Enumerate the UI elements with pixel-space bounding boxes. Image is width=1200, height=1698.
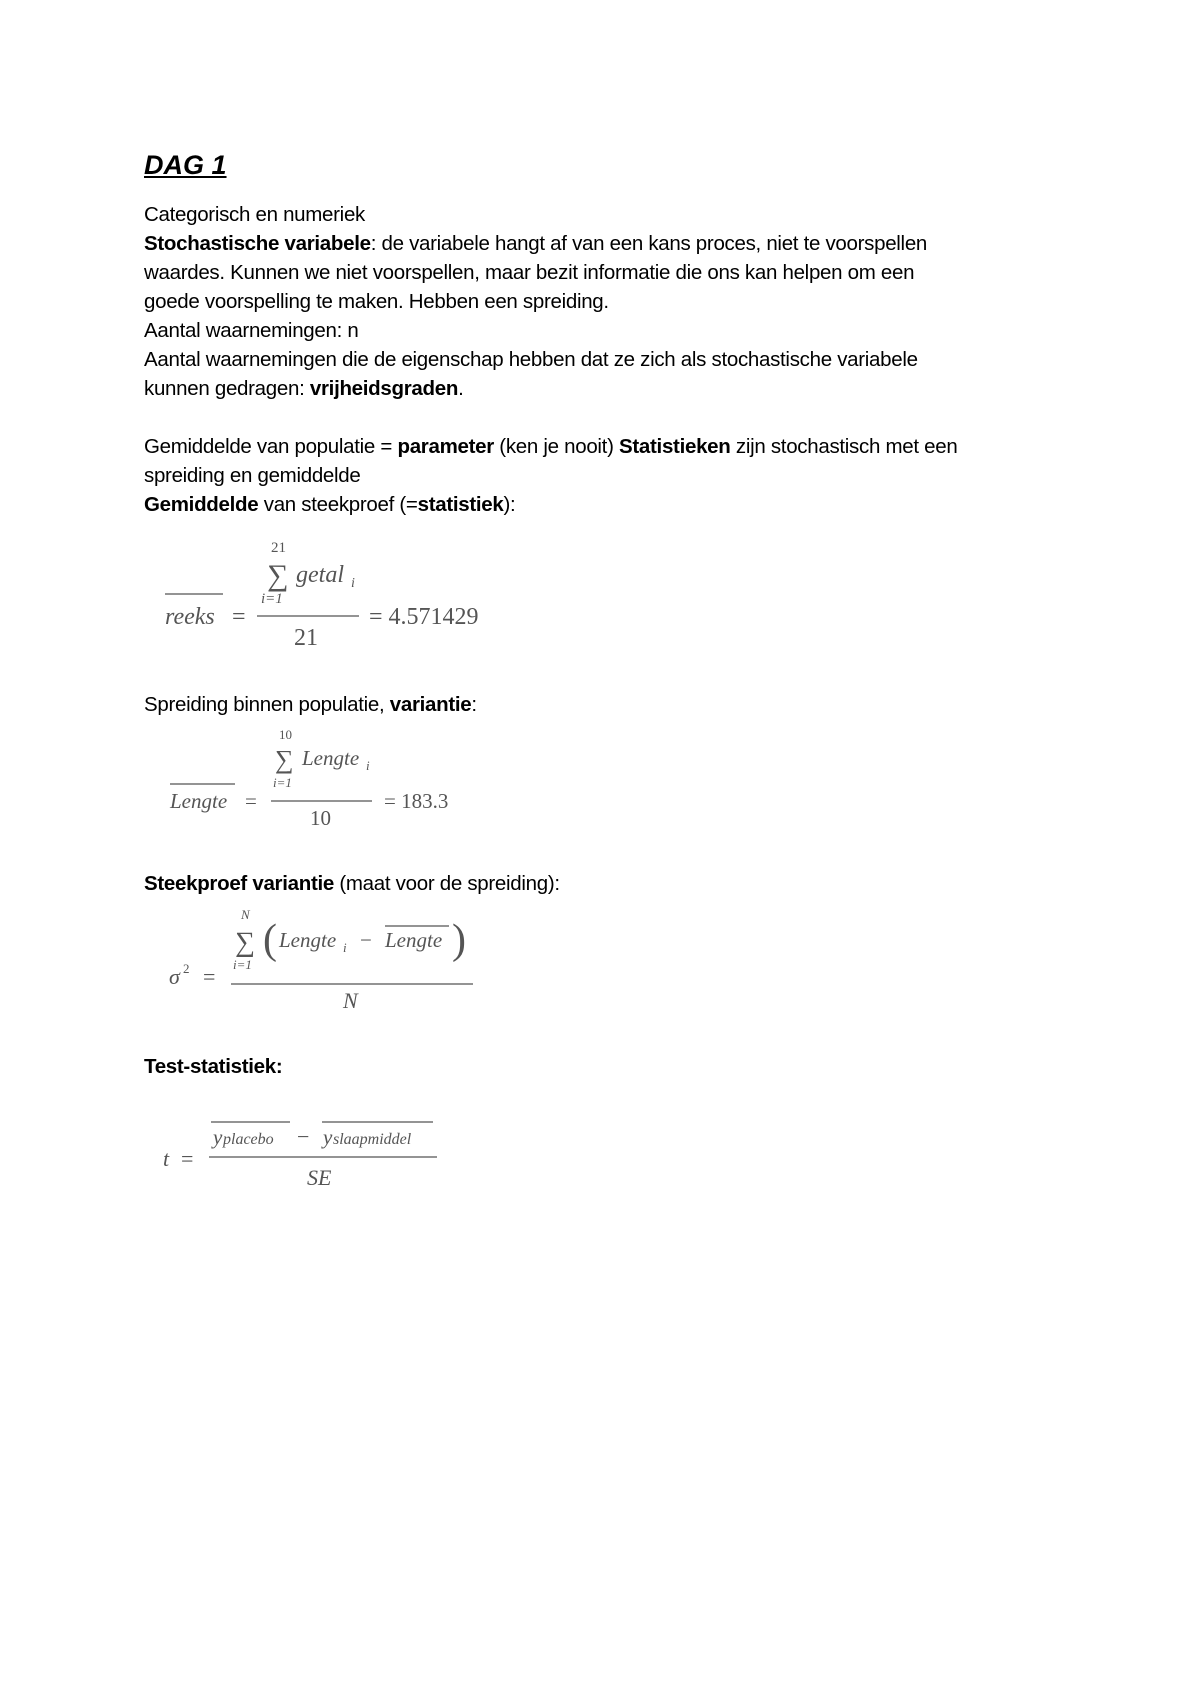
denominator: 10 — [310, 806, 331, 830]
text-fragment: kunnen gedragen: — [144, 377, 310, 400]
close-paren: ) — [452, 917, 466, 963]
line-gemiddelde-populatie — [144, 432, 957, 461]
line-gemiddelde-steekproef — [144, 490, 515, 519]
line-steekproef-variantie — [144, 869, 560, 898]
term-test-statistiek: Test-statistiek: — [144, 1055, 283, 1078]
lhs-lengte: Lengte — [170, 789, 228, 813]
sum-upper-bound: N — [241, 907, 250, 922]
sum-upper-bound: 10 — [279, 727, 292, 742]
text-fragment: ): — [503, 493, 516, 516]
line-test-statistiek — [144, 1052, 282, 1081]
formula-mean-reeks — [155, 535, 515, 655]
line-spreiding-populatie — [144, 690, 477, 719]
text-fragment: : — [471, 693, 477, 716]
equals-sign: = — [232, 604, 246, 630]
open-paren: ( — [263, 917, 277, 963]
term-statistieken: Statistieken — [619, 435, 731, 458]
term-subscript: i — [343, 940, 347, 955]
line-aantal-waarnemingen: Aantal waarnemingen: n — [144, 319, 359, 342]
line-categorisch: Categorisch en numeriek — [144, 203, 365, 226]
term-y-placebo: y — [213, 1125, 223, 1149]
line-waardes: waardes. Kunnen we niet voorspellen, maar bezit informatie die ons kan helpen om een — [144, 261, 915, 284]
line-eigenschap: Aantal waarnemingen die de eigenschap hebben dat ze zich als stochastische variabele — [144, 348, 918, 371]
denominator: SE — [307, 1165, 332, 1190]
line-stochastische-variabele — [144, 229, 927, 258]
text-fragment: van steekproef (= — [258, 493, 418, 516]
term-getal: getal — [296, 562, 344, 588]
result-value: = 4.571429 — [369, 604, 479, 630]
formula-sample-variance — [155, 905, 495, 1015]
line-vrijheidsgraden — [144, 374, 463, 403]
equals-sign: = — [181, 1146, 194, 1171]
sum-lower-bound: i=1 — [261, 591, 283, 607]
text-fragment: . — [458, 377, 464, 400]
text-fragment: Gemiddelde van populatie = — [144, 435, 398, 458]
lhs-reeks: reeks — [165, 604, 215, 630]
line-voorspelling: goede voorspelling te maken. Hebben een spreiding. — [144, 290, 609, 313]
minus-sign: − — [297, 1124, 310, 1149]
term-gemiddelde: Gemiddelde — [144, 493, 259, 516]
term-vrijheidsgraden: vrijheidsgraden — [309, 377, 459, 400]
term-parameter: parameter — [397, 435, 494, 458]
sum-lower-bound: i=1 — [233, 957, 252, 972]
result-value: = 183.3 — [384, 789, 449, 813]
subscript-placebo: placebo — [223, 1131, 274, 1148]
formula-t-statistic — [155, 1110, 465, 1200]
sum-sign: ∑ — [267, 559, 289, 592]
text-fragment: zijn stochastisch met een — [730, 435, 958, 458]
denominator: 21 — [294, 625, 318, 651]
sum-lower-bound: i=1 — [273, 775, 292, 790]
term-subscript: i — [366, 758, 370, 773]
sum-upper-bound: 21 — [271, 540, 286, 556]
sum-sign: ∑ — [235, 927, 255, 958]
lhs-power: 2 — [183, 961, 190, 976]
lhs-t: t — [163, 1146, 170, 1171]
page-title: DAG 1 — [144, 150, 227, 180]
term-statistiek: statistiek — [417, 493, 504, 516]
term-subscript: i — [351, 576, 355, 591]
equals-sign: = — [245, 789, 257, 813]
term-stochastische-variabele: Stochastische variabele — [144, 232, 371, 255]
term-variantie: variantie — [389, 693, 472, 716]
term-lengte: Lengte — [279, 928, 337, 952]
term-y-slaapmiddel: y — [323, 1125, 333, 1149]
minus-sign: − — [360, 928, 372, 952]
line-spreiding-gemiddelde: spreiding en gemiddelde — [144, 464, 361, 487]
equals-sign: = — [203, 964, 216, 989]
denominator: N — [343, 988, 358, 1013]
subscript-slaapmiddel: slaapmiddel — [333, 1131, 412, 1148]
term-lengte: Lengte — [302, 746, 360, 770]
lhs-sigma: σ — [169, 964, 180, 989]
sum-sign: ∑ — [275, 745, 294, 774]
definition-text: : de variabele hangt af van een kans proces, niet te voorspellen — [370, 232, 928, 255]
text-fragment: (maat voor de spreiding): — [333, 872, 560, 895]
formula-mean-lengte — [155, 725, 475, 835]
text-fragment: Spreiding binnen populatie, — [144, 693, 390, 716]
term-steekproef-variantie: Steekproef variantie — [144, 872, 334, 895]
term-mean-lengte: Lengte — [385, 928, 443, 952]
text-fragment: (ken je nooit) — [493, 435, 620, 458]
